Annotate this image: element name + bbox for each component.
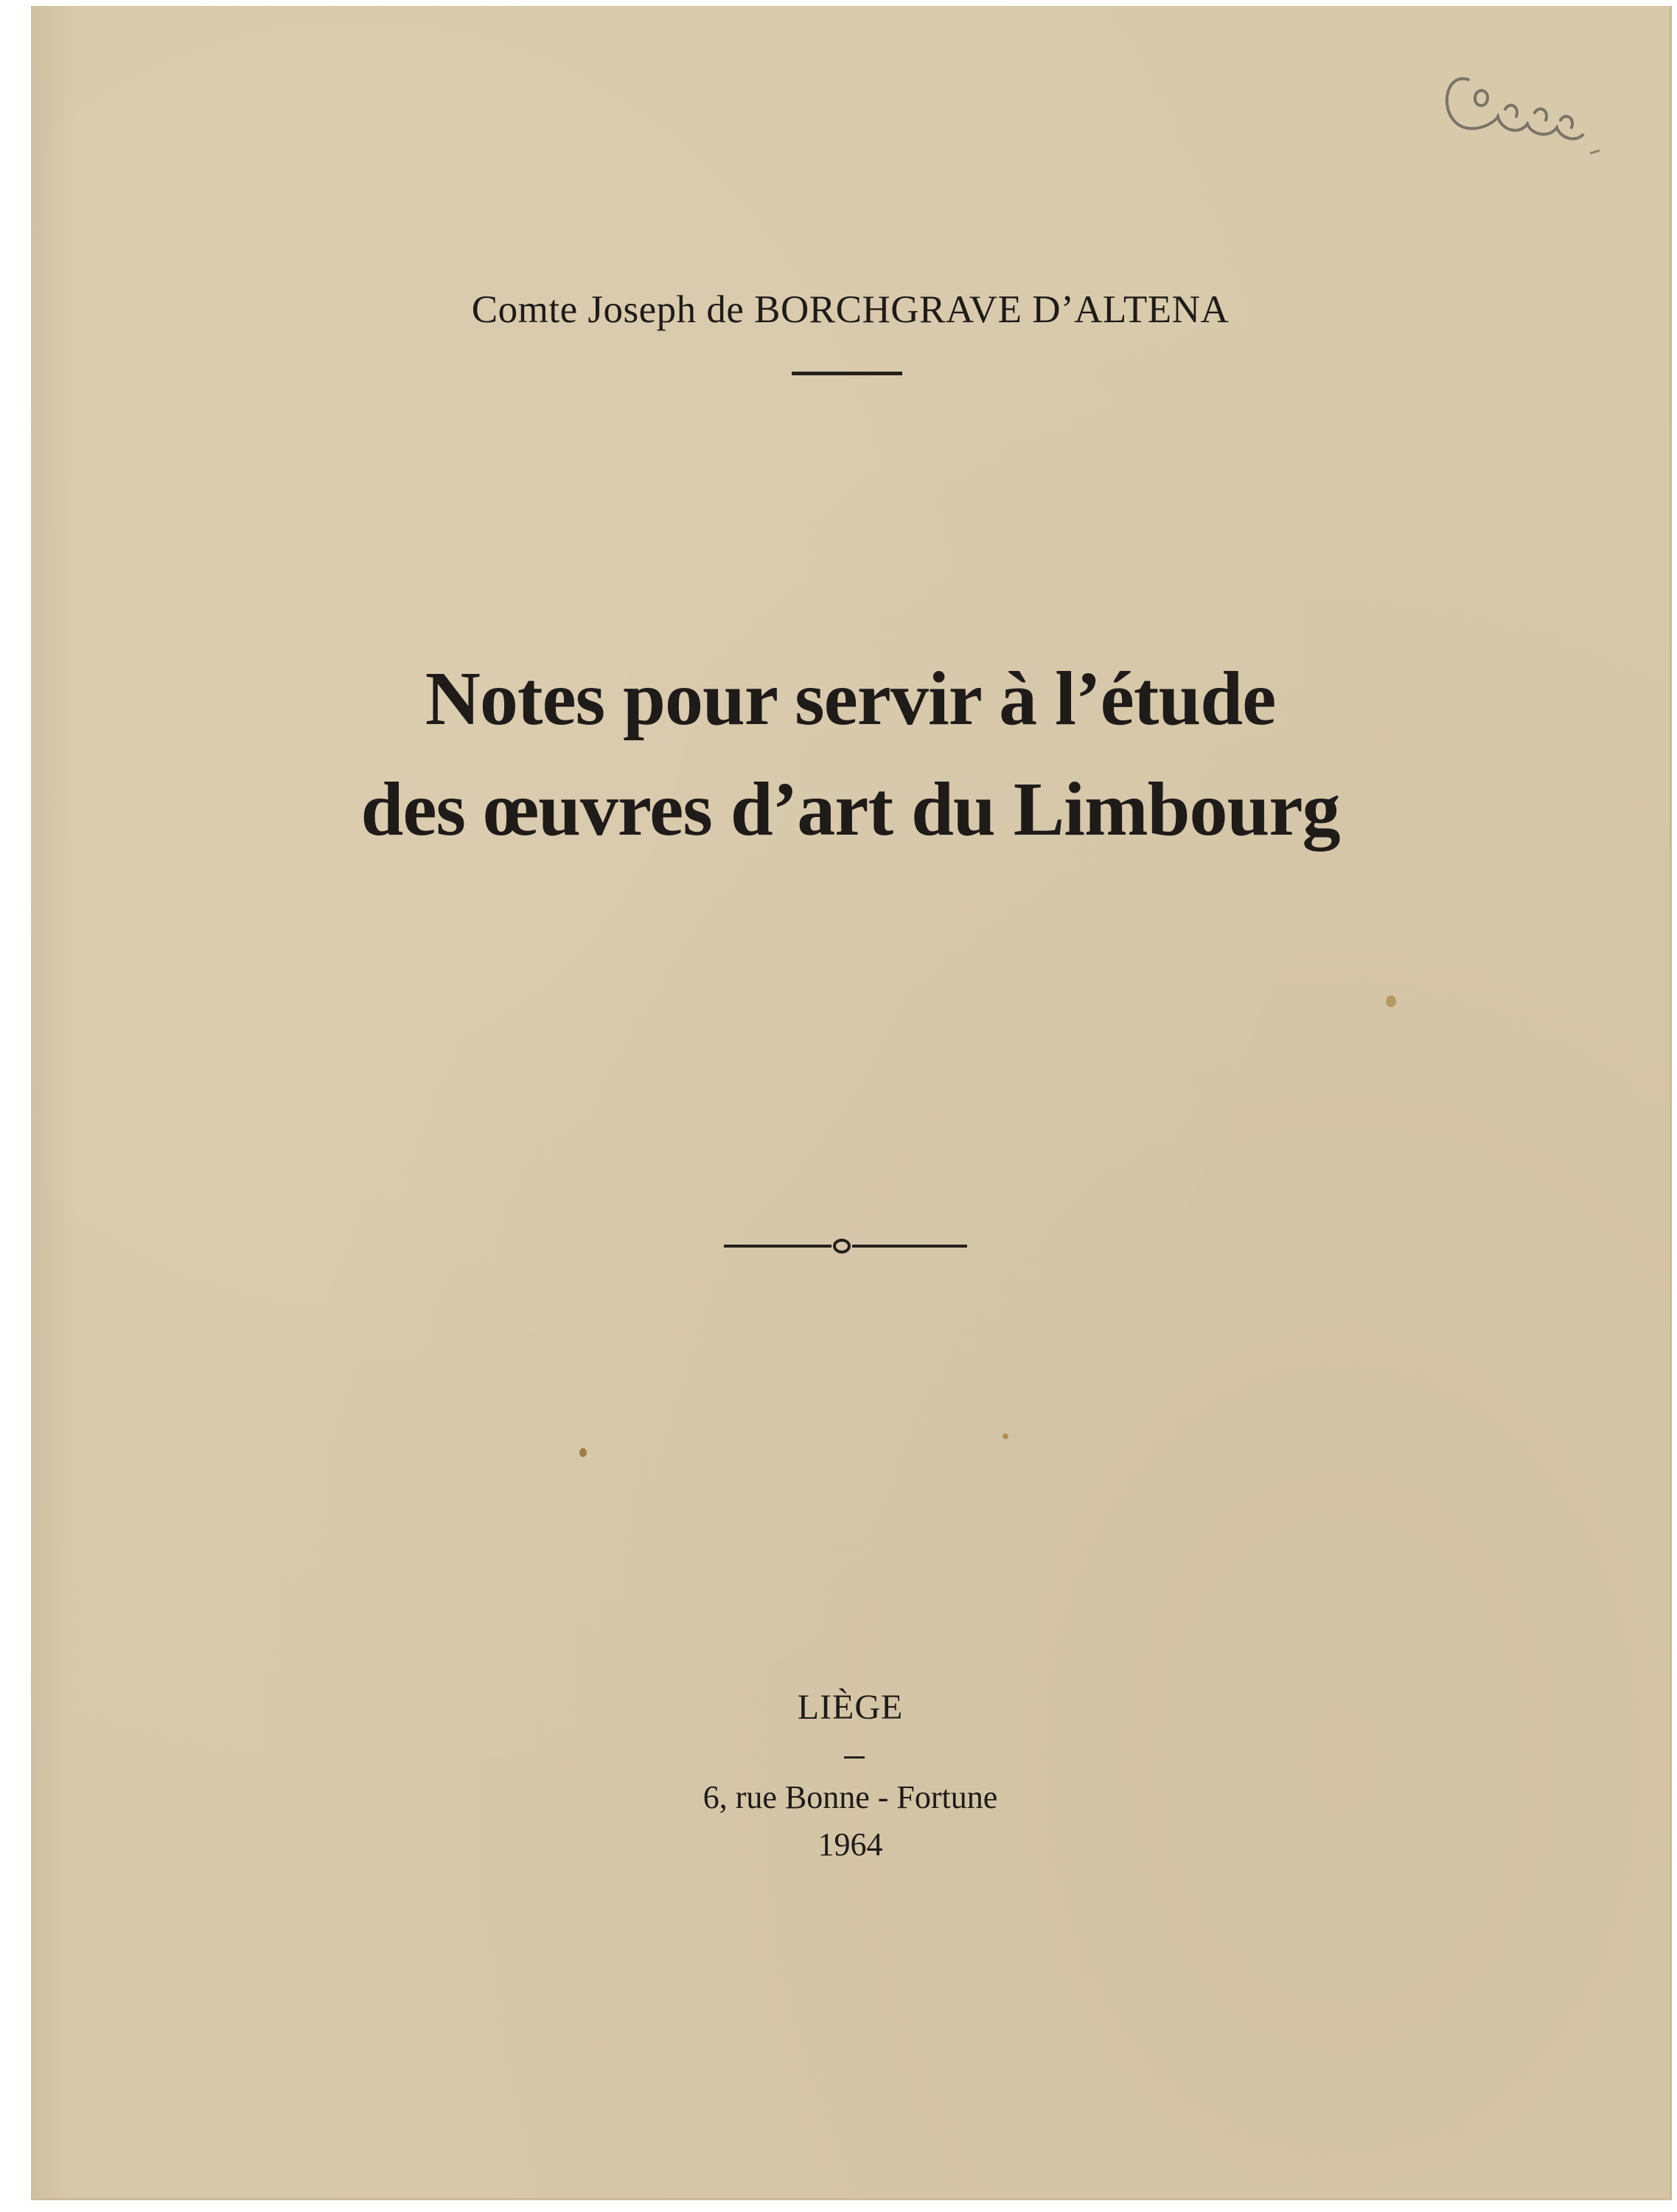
- title-line-2: des œuvres d’art du Limbourg: [360, 767, 1340, 852]
- paper-spot: [1386, 995, 1396, 1007]
- author-name: Comte Joseph de BORCHGRAVE D’ALTENA: [471, 288, 1230, 331]
- paper-spot: [1003, 1433, 1008, 1439]
- book-cover: [31, 6, 1672, 2200]
- small-divider: [844, 1756, 865, 1759]
- ornament-divider: [724, 1237, 967, 1255]
- handwritten-signature: [1424, 65, 1601, 175]
- publication-year: 1964: [817, 1826, 883, 1863]
- publication-place: LIÈGE: [797, 1688, 904, 1727]
- publisher-address: 6, rue Bonne - Fortune: [702, 1779, 998, 1815]
- divider-line: [792, 372, 902, 375]
- title-line-1: Notes pour servir à l’étude: [425, 656, 1276, 741]
- paper-spot: [579, 1448, 587, 1457]
